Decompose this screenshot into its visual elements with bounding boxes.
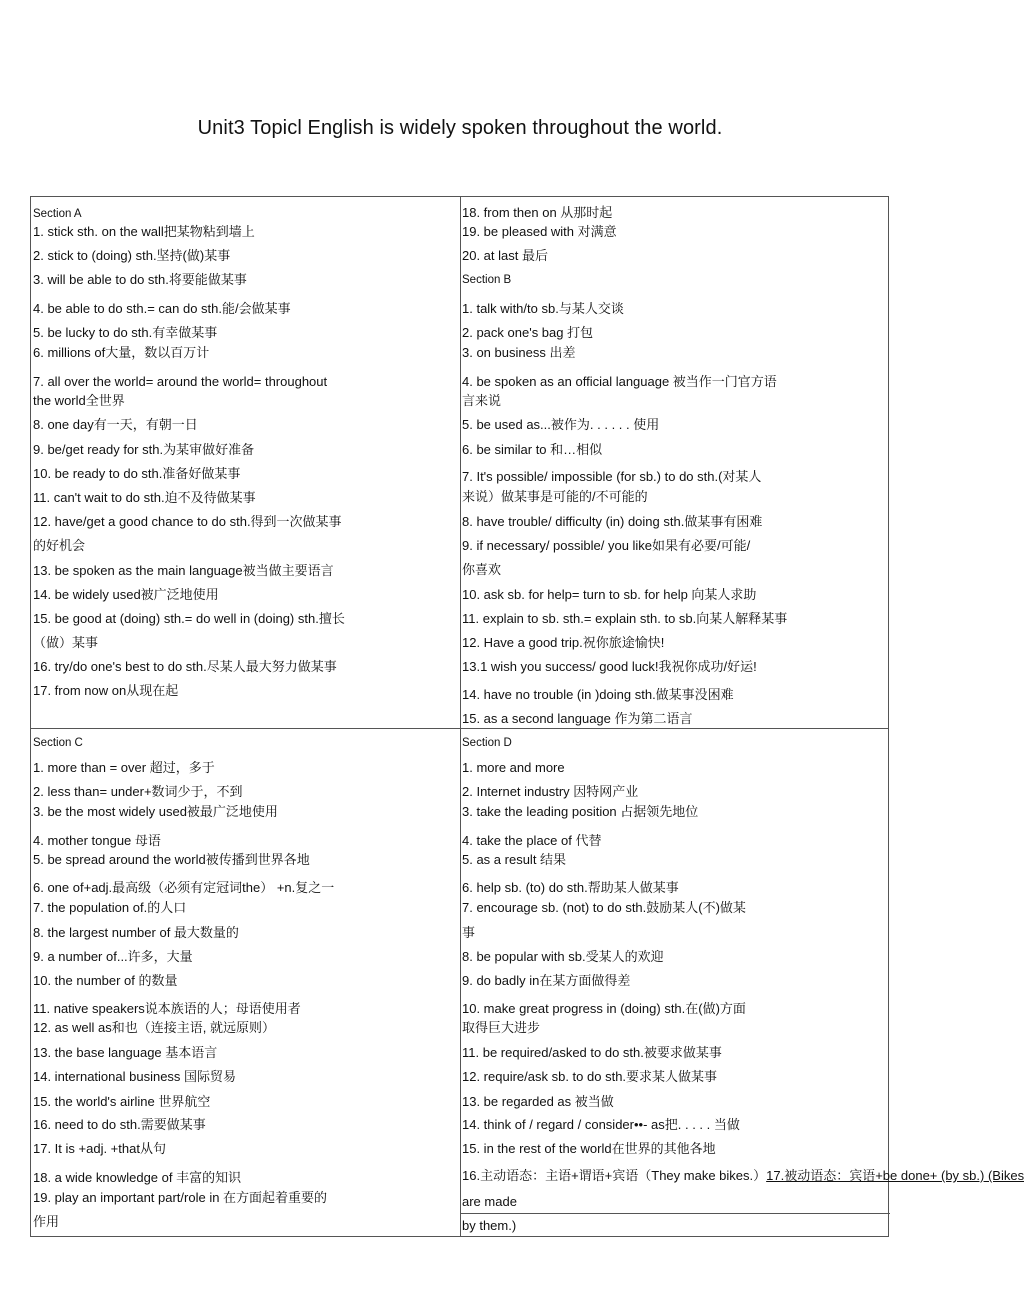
list-item: 13. the base language 基本语言 [33, 1045, 218, 1060]
list-item: by them.) [462, 1218, 517, 1233]
list-item: 4. be able to do sth.= can do sth.能/会做某事 [33, 301, 291, 316]
list-item: 5. be lucky to do sth.有幸做某事 [33, 325, 218, 340]
list-item: 8. be popular with sb.受某人的欢迎 [462, 949, 664, 964]
list-item: 13.1 wish you success/ good luck!我祝你成功/好运! [462, 659, 757, 674]
list-item: 1. talk with/to sb.与某人交谈 [462, 301, 624, 316]
list-item: 7. all over the world= around the world= throughout [33, 374, 328, 389]
list-item: 11. be required/asked to do sth.被要求做某事 [462, 1045, 722, 1060]
list-item: 2. stick to (doing) sth.坚持(做)某事 [33, 248, 231, 263]
list-item: 8. one day有一天，有朝一日 [33, 417, 198, 432]
list-item: 18. a wide knowledge of 丰富的知识 [33, 1170, 242, 1185]
list-item: 3. will be able to do sth.将要能做某事 [33, 272, 247, 287]
list-item: 12. as well as和也（连接主语, 就远原则） [33, 1020, 275, 1035]
list-item: 4. be spoken as an official language 被当作一门官方语 [462, 374, 777, 389]
list-item: 10. the number of 的数量 [33, 973, 178, 988]
list-item: 10. ask sb. for help= turn to sb. for help 向某人求助 [462, 587, 757, 602]
list-item: 12. Have a good trip.祝你旅途愉快! [462, 635, 665, 650]
list-item: 12. have/get a good chance to do sth.得到一次做某事 [33, 514, 342, 529]
list-item: 4. take the place of 代替 [462, 833, 602, 848]
list-item: 15. the world's airline 世界航空 [33, 1094, 211, 1109]
section-a-heading: Section A [33, 208, 82, 220]
list-item: 19. be pleased with 对满意 [462, 224, 617, 239]
list-item: 17. It is +adj. +that从句 [33, 1141, 166, 1156]
list-item: 1. stick sth. on the wall把某物粘到墙上 [33, 224, 255, 239]
list-item: 14. international business 国际贸易 [33, 1069, 237, 1084]
list-item: 14. have no trouble (in )doing sth.做某事没困难 [462, 687, 734, 702]
list-item: 12. require/ask sb. to do sth.要求某人做某事 [462, 1069, 718, 1084]
section-c-heading: Section C [33, 737, 83, 749]
list-item: 2. Internet industry 因特网产业 [462, 784, 639, 799]
list-item: 19. play an important part/role in 在方面起着重要的 [33, 1190, 328, 1205]
list-item: 3. be the most widely used被最广泛地使用 [33, 804, 278, 819]
phrase-table [30, 196, 1024, 1237]
list-item: 5. as a result 结果 [462, 852, 567, 867]
list-item: 10. make great progress in (doing) sth.在(做)方面 [462, 1001, 746, 1016]
list-item: 4. mother tongue 母语 [33, 833, 161, 848]
list-item: 9. if necessary/ possible/ you like如果有必要/可能/ [462, 538, 751, 553]
section-b-heading: Section B [462, 274, 512, 286]
list-item: 来说）做某事是可能的/不可能的 [462, 489, 648, 504]
list-item: 2. less than= under+数词少于，不到 [33, 784, 243, 799]
list-item: 9. do badly in在某方面做得差 [462, 973, 631, 988]
list-item: 5. be used as...被作为. . . . . . 使用 [462, 417, 660, 432]
list-item: 13. be spoken as the main language被当做主要语言 [33, 563, 334, 578]
list-item: 事 [462, 925, 476, 940]
list-item: 13. be regarded as 被当做 [462, 1094, 614, 1109]
list-item: 6. be similar to 和…相似 [462, 442, 603, 457]
column-divider [460, 197, 461, 1236]
list-item: 14. be widely used被广泛地使用 [33, 587, 219, 602]
list-item: 的好机会 [33, 538, 86, 553]
list-item: 2. pack one's bag 打包 [462, 325, 594, 340]
list-item: 18. from then on 从那时起 [462, 205, 613, 220]
list-item: 6. help sb. (to) do sth.帮助某人做某事 [462, 880, 679, 895]
list-item: 1. more than = over 超过，多于 [33, 760, 215, 775]
list-item: 11. explain to sb. sth.= explain sth. to sb.向某人解释某事 [462, 611, 788, 626]
list-item: 11. native speakers说本族语的人；母语使用者 [33, 1001, 301, 1016]
list-item: 14. think of / regard / consider••- as把. . . . . 当做 [462, 1117, 740, 1132]
list-item: 16. need to do sth.需要做某事 [33, 1117, 206, 1132]
row-divider [31, 728, 888, 729]
list-item: （做）某事 [33, 635, 99, 650]
page-title: Unit3 Topicl English is widely spoken throughout the world. [197, 117, 723, 139]
list-item: 3. take the leading position 占据领先地位 [462, 804, 699, 819]
list-item: 言来说 [462, 393, 502, 408]
list-item: 17. from now on从现在起 [33, 683, 179, 698]
list-item [462, 1168, 1024, 1184]
list-item: 作用 [33, 1214, 60, 1229]
list-item: 6. one of+adj.最高级（必须有定冠词the） +n.复之一 [33, 880, 335, 895]
list-item: are made [462, 1194, 517, 1209]
last-row-divider [460, 1213, 890, 1214]
list-item: 9. a number of...许多，大量 [33, 949, 193, 964]
list-item: 16. try/do one's best to do sth.尽某人最大努力做某事 [33, 659, 337, 674]
underlined-text: 17.被动语态：宾语+be done+ (by sb.) (Bikes [766, 1168, 1024, 1183]
list-item: 15. as a second language 作为第二语言 [462, 711, 693, 726]
section-d-heading: Section D [462, 737, 512, 749]
list-item: 6. millions of大量，数以百万计 [33, 345, 210, 360]
list-item: 你喜欢 [462, 562, 502, 577]
list-item: 15. in the rest of the world在世界的其他各地 [462, 1141, 716, 1156]
list-item: 9. be/get ready for sth.为某审做好准备 [33, 442, 255, 457]
list-item-text: 16.主动语态：主语+谓语+宾语（They make bikes.） [462, 1168, 767, 1183]
list-item: 7. encourage sb. (not) to do sth.鼓励某人(不)做某 [462, 900, 746, 915]
list-item: 20. at last 最后 [462, 248, 548, 263]
list-item: 7. It's possible/ impossible (for sb.) to do sth.(对某人 [462, 469, 762, 484]
list-item: 10. be ready to do sth.准备好做某事 [33, 466, 241, 481]
list-item: 8. have trouble/ difficulty (in) doing sth.做某事有困难 [462, 514, 763, 529]
list-item: 8. the largest number of 最大数量的 [33, 925, 239, 940]
list-item: 7. the population of.的人口 [33, 900, 187, 915]
list-item: 取得巨大进步 [462, 1020, 541, 1035]
list-item: 5. be spread around the world被传播到世界各地 [33, 852, 310, 867]
list-item: the world全世界 [33, 393, 125, 408]
list-item: 1. more and more [462, 760, 565, 775]
list-item: 3. on business 出差 [462, 345, 576, 360]
list-item: 15. be good at (doing) sth.= do well in (doing) sth.擅长 [33, 611, 345, 626]
list-item: 11. can't wait to do sth.迫不及待做某事 [33, 490, 256, 505]
